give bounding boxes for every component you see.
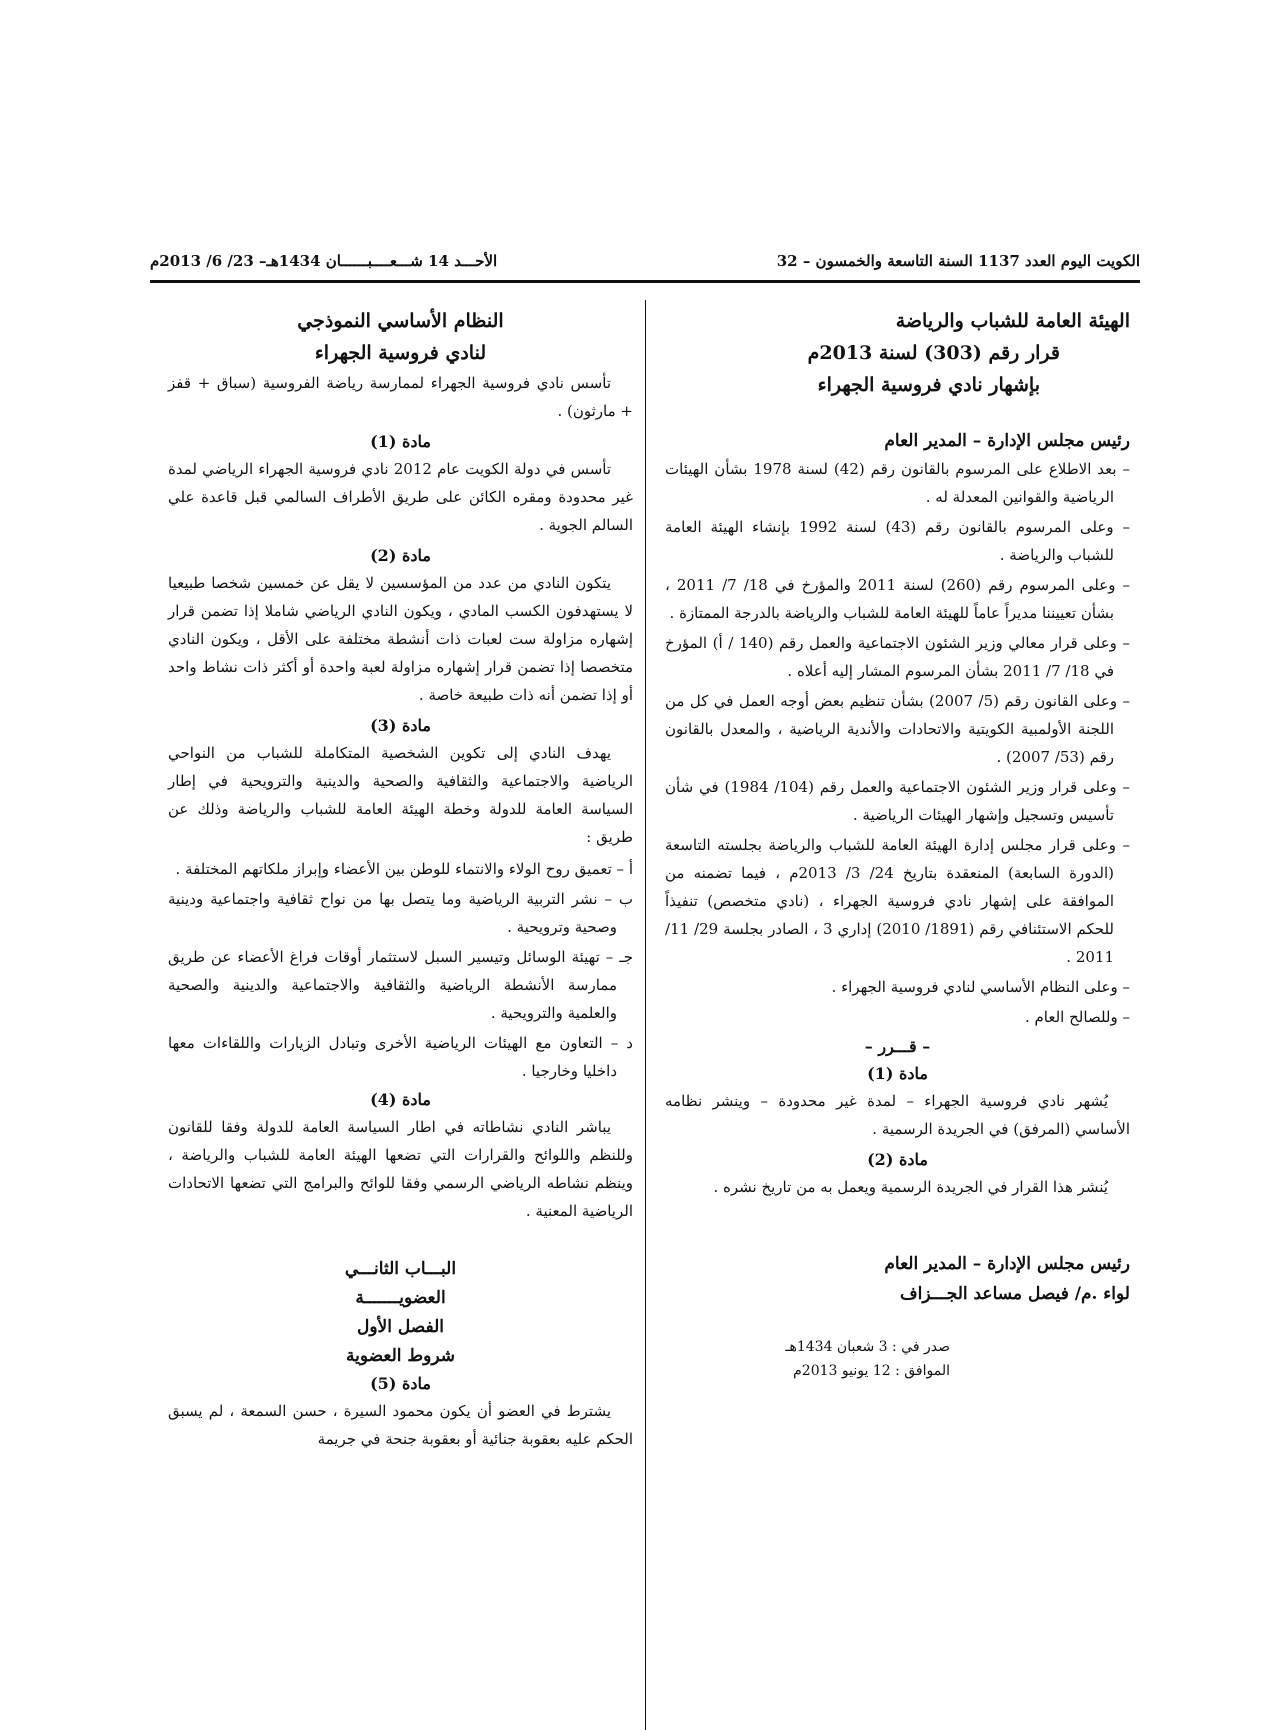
- bylaws-subtitle: لنادي فروسية الجهراء: [314, 342, 487, 364]
- issued-at: صدر في : 3 شعبان 1434هـ: [785, 1339, 950, 1355]
- part-heading: البـــاب الثانـــي: [344, 1259, 457, 1279]
- header-rule: [150, 280, 1140, 283]
- decision-article-2-title: مادة (2): [867, 1150, 928, 1169]
- bylaws-article-1-text: تأسس في دولة الكويت عام 2012 نادي فروسية الجهراء الرياضي لمدة غير محدودة ومقره الكائن على طريق الأطراف السالمي قبل قاعدة علي السالم الجوية .: [168, 460, 633, 534]
- signature-title: رئيس مجلس الإدارة – المدير العام: [884, 1254, 1130, 1274]
- corresponding-date: الموافق : 12 يونيو 2013م: [793, 1363, 950, 1379]
- decision-number: قرار رقم (303) لسنة 2013م: [807, 342, 1060, 364]
- column-divider: [645, 300, 646, 1730]
- bylaws-article-1-title: مادة (1): [370, 432, 431, 451]
- bylaws-article-2-title: مادة (2): [370, 546, 431, 565]
- bylaws-article-3-title: مادة (3): [370, 716, 431, 735]
- article-3-item-a: أ – تعميق روح الولاء والانتماء للوطن بين الأعضاء وإبراز ملكاتهم المختلفة .: [175, 860, 633, 878]
- bylaws-article-2-text: يتكون النادي من عدد من المؤسسين لا يقل عن خمسين شخصا طبيعيا لا يستهدفون الكسب المادي ، ويكون النادي الرياضي شاملا إذا تضمن قرار إشهاره مزاولة ست لعبات ذات أنشطة مختلفة على الأقل ، ويكون النادي متخصصا إذا تضمن قرار إشهاره مزاولة لعبة واحدة أو أكثر ذات نشاط واحد أو إذا تضمن أنه ذات طبيعة خاصة .: [168, 574, 633, 704]
- page-header: [150, 248, 1140, 278]
- header-issue-info: الكويت اليوم العدد 1137 السنة التاسعة والخمسون – 32: [776, 252, 1140, 270]
- chapter-heading: الفصل الأول: [356, 1317, 445, 1337]
- bylaws-article-4-title: مادة (4): [370, 1090, 431, 1109]
- bylaws-article-3-text: يهدف النادي إلى تكوين الشخصية المتكاملة للشباب من النواحي الرياضية والاجتماعية والثقافية والصحية والدينية والترويحية في إطار السياسة العامة للدولة وخطة الهيئة العامة للشباب والرياضة وذلك عن طريق :: [168, 744, 633, 846]
- chairman-heading: رئيس مجلس الإدارة – المدير العام: [884, 431, 1130, 451]
- article-3-item-d: د – التعاون مع الهيئات الرياضية الأخرى وتبادل الزيارات واللقاءات معها داخليا وخارجيا .: [168, 1034, 633, 1080]
- recital-9: – وللصالح العام .: [1024, 1008, 1130, 1026]
- bylaws-intro: تأسس نادي فروسية الجهراء لممارسة رياضة الفروسية (سباق + قفز + مارثون) .: [168, 374, 633, 420]
- bylaws-column: [168, 305, 633, 1457]
- membership-heading: العضويـــــــة: [355, 1288, 446, 1308]
- recital-3: – وعلى المرسوم رقم (260) لسنة 2011 والمؤرخ في 18/ 7/ 2011 ، بشأن تعييننا مديراً عاماً للهيئة العامة للشباب والرياضة بالدرجة الممتازة .: [665, 576, 1130, 622]
- recital-1: – بعد الاطلاع على المرسوم بالقانون رقم (42) لسنة 1978 بشأن الهيئات الرياضية والقوانين المعدلة له .: [665, 460, 1131, 506]
- bylaws-article-4-text: يباشر النادي نشاطاته في اطار السياسة العامة للدولة وفقا للقانون وللنظم واللوائح والقرارات التي تضعها الهيئة العامة للشباب والرياضة ، وينظم نشاطه الرياضي الرسمي وفقا للوائح والبرامج التي تضعها الاتحادات الرياضية المعنية .: [168, 1118, 633, 1220]
- decision-article-2-text: يُنشر هذا القرار في الجريدة الرسمية ويعمل به من تاريخ نشره .: [713, 1178, 1108, 1196]
- decided-heading: – قـــرر –: [864, 1037, 931, 1056]
- decision-subject: بإشهار نادي فروسية الجهراء: [817, 374, 1040, 396]
- recital-2: – وعلى المرسوم بالقانون رقم (43) لسنة 1992 بإنشاء الهيئة العامة للشباب والرياضة .: [665, 518, 1130, 564]
- header-date: الأحـــد 14 شـــعــــبــــــان 1434هـ– 23/ 6/ 2013م: [150, 252, 498, 270]
- bylaws-article-5-title: مادة (5): [370, 1374, 431, 1393]
- bylaws-article-5-text: يشترط في العضو أن يكون محمود السيرة ، حسن السمعة ، لم يسبق الحكم عليه بعقوبة جنائية أو بعقوبة جنحة في جريمة: [168, 1402, 633, 1448]
- signature-block: [665, 1249, 1130, 1309]
- issue-dates: [665, 1335, 1130, 1383]
- recital-5: – وعلى القانون رقم (5/ 2007) بشأن تنظيم بعض أوجه العمل في كل من اللجنة الأولمبية الكويتية والاتحادات والأندية الرياضية ، والمعدل بالقانون رقم (53/ 2007) .: [665, 692, 1130, 766]
- conditions-heading: شروط العضوية: [346, 1346, 455, 1366]
- org-name: الهيئة العامة للشباب والرياضة: [895, 310, 1130, 332]
- recital-4: – وعلى قرار معالي وزير الشئون الاجتماعية والعمل رقم (140 / أ) المؤرخ في 18/ 7/ 2011 بشأن المرسوم المشار إليه أعلاه .: [665, 634, 1130, 680]
- decision-article-1-text: يُشهر نادي فروسية الجهراء – لمدة غير محدودة – وينشر نظامه الأساسي (المرفق) في الجريدة الرسمية .: [665, 1092, 1130, 1138]
- article-3-item-b: ب – نشر التربية الرياضية وما يتصل بها من نواح ثقافية واجتماعية ودينية وصحية وترويحية .: [168, 890, 633, 936]
- recital-6: – وعلى قرار وزير الشئون الاجتماعية والعمل رقم (104/ 1984) في شأن تأسيس وتسجيل وإشهار الهيئات الرياضية .: [665, 778, 1131, 824]
- article-3-item-c: جـ – تهيئة الوسائل وتيسير السبل لاستثمار أوقات فراغ الأعضاء عن طريق ممارسة الأنشطة الرياضية والثقافية والاجتماعية والدينية والصحية والعلمية والترويحية .: [168, 948, 633, 1022]
- signature-name: لواء .م/ فيصل مساعد الجـــزاف: [900, 1284, 1130, 1304]
- decision-column: [665, 305, 1130, 1383]
- recital-7: – وعلى قرار مجلس إدارة الهيئة العامة للشباب والرياضة بجلسته التاسعة (الدورة السابعة) المنعقدة بتاريخ 24/ 3/ 2013م ، فيما تضمنه من الموافقة على إشهار نادي فروسية الجهراء ، (نادي متخصص) تنفيذاً للحكم الاستئنافي رقم (1891/ 2010) إداري 3 ، الصادر بجلسة 29/ 11/ 2011 .: [665, 836, 1130, 966]
- recital-8: – وعلى النظام الأساسي لنادي فروسية الجهراء .: [831, 978, 1130, 996]
- decision-article-1-title: مادة (1): [867, 1064, 928, 1083]
- bylaws-title: النظام الأساسي النموذجي: [297, 310, 504, 332]
